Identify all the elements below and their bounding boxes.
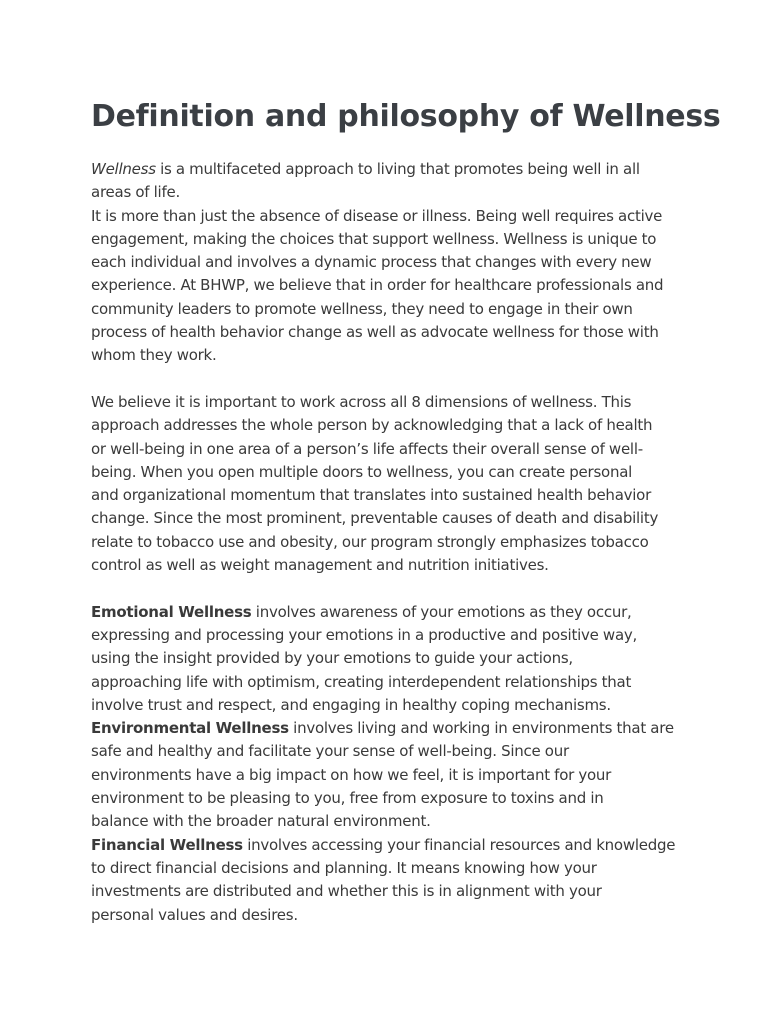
definition-environmental-wellness (91, 717, 691, 833)
dimensions-line: and organizational momentum that translates into sustained health behavior (91, 486, 652, 505)
definition-line: environments have a big impact on how we feel, it is important for your (91, 765, 612, 784)
intro-line: process of health behavior change as well as advocate wellness for those with (91, 323, 659, 342)
definition-first-line (91, 601, 691, 624)
dimensions-line: being. When you open multiple doors to wellness, you can create personal (91, 462, 633, 481)
definition-emotional-wellness (91, 601, 691, 717)
document-page (91, 98, 721, 927)
dimensions-line: relate to tobacco use and obesity, our program strongly emphasizes tobacco (91, 532, 649, 551)
definition-first-text: involves accessing your financial resources and knowledge (242, 835, 676, 854)
definition-term: Emotional Wellness (91, 602, 252, 621)
intro-line: community leaders to promote wellness, they need to engage in their own (91, 299, 633, 318)
wellness-italic-word: Wellness (91, 160, 156, 178)
paragraph-spacer (91, 577, 691, 600)
definition-line: expressing and processing your emotions in a productive and positive way, (91, 625, 638, 644)
intro-line: engagement, making the choices that support wellness. Wellness is unique to (91, 229, 657, 248)
dimensions-line: or well-being in one area of a person’s life affects their overall sense of well- (91, 439, 643, 458)
page-title: Definition and philosophy of Wellness (91, 99, 721, 134)
definition-line: personal values and desires. (91, 905, 298, 924)
intro-line: each individual and involves a dynamic process that changes with every new (91, 253, 652, 272)
definitions-section (91, 601, 691, 927)
intro-line-1-text: is a multifaceted approach to living that promotes being well in all (155, 160, 640, 178)
definition-line: approaching life with optimism, creating interdependent relationships that (91, 672, 632, 691)
definition-line: investments are distributed and whether this is in alignment with your (91, 882, 602, 901)
definition-line: involve trust and respect, and engaging in healthy coping mechanisms. (91, 695, 611, 714)
intro-paragraph (91, 158, 691, 368)
intro-line-1 (91, 158, 691, 181)
intro-line: experience. At BHWP, we believe that in order for healthcare professionals and (91, 276, 664, 295)
definition-financial-wellness (91, 834, 691, 927)
dimensions-line: We believe it is important to work across all 8 dimensions of wellness. This (91, 392, 632, 411)
definition-term: Financial Wellness (91, 835, 243, 854)
definition-line: environment to be pleasing to you, free from exposure to toxins and in (91, 789, 604, 808)
definition-line: using the insight provided by your emotions to guide your actions, (91, 649, 573, 668)
definition-first-text: involves living and working in environments that are (288, 719, 674, 738)
dimensions-line: approach addresses the whole person by acknowledging that a lack of health (91, 416, 653, 435)
definition-first-text: involves awareness of your emotions as they occur, (251, 602, 632, 621)
intro-line: areas of life. (91, 183, 180, 202)
definition-term: Environmental Wellness (91, 719, 289, 738)
intro-line: It is more than just the absence of disease or illness. Being well requires active (91, 206, 663, 225)
definition-first-line (91, 834, 691, 857)
intro-line: whom they work. (91, 346, 217, 365)
dimensions-line: change. Since the most prominent, preventable causes of death and disability (91, 509, 659, 528)
definition-line: safe and healthy and facilitate your sense of well-being. Since our (91, 742, 569, 761)
dimensions-line: control as well as weight management and nutrition initiatives. (91, 556, 549, 575)
paragraph-spacer (91, 368, 691, 391)
definition-first-line (91, 717, 691, 740)
definition-line: balance with the broader natural environment. (91, 812, 431, 831)
definition-line: to direct financial decisions and planning. It means knowing how your (91, 858, 597, 877)
dimensions-paragraph (91, 391, 691, 577)
